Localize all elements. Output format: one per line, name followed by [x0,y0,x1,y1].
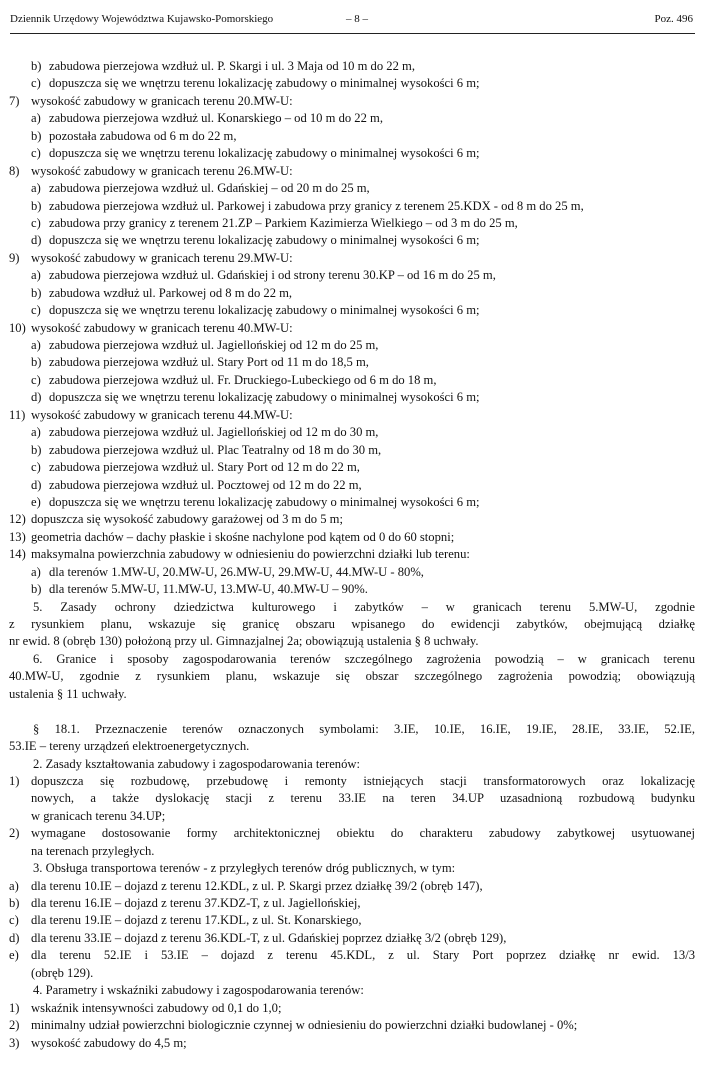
item-number: 1) [9,773,20,788]
list-subitem [9,198,695,215]
document-body [9,58,695,1052]
subitem-text: zabudowa pierzejowa wzdłuż ul. Stary Port od 12 m do 22 m, [49,460,360,475]
item-number: 12) [9,512,26,527]
subitem-text: zabudowa pierzejowa wzdłuż ul. Plac Teatralny od 18 m do 30 m, [49,442,382,457]
paragraph-text: 53.IE – tereny urządzeń elektroenergetycznych. [9,739,250,754]
item-continuation [9,965,695,982]
item-text: wysokość zabudowy w granicach terenu 44.MW-U: [31,407,293,422]
subitem-label: d) [31,233,42,248]
paragraph-text: 40.MW-U, zgodnie z rysunkiem planu, wskazuje się obszar szczególnego zagrożenia powodzią; obowiązują [9,669,695,684]
paragraph-text: 5. Zasady ochrony dziedzictwa kulturowego i zabytków – w granicach terenu 5.MW-U, zgodnie [33,599,695,614]
item-number: 7) [9,93,20,108]
item-continuation [9,790,695,807]
paragraph-text: nr ewid. 8 (obręb 130) położoną przy ul. Gimnazjalnej 2a; obowiązują ustalenia § 8 uchwały. [9,634,479,649]
subitem-label: b) [31,285,42,300]
item-text: wysokość zabudowy do 4,5 m; [31,1035,187,1050]
subitem-text: dopuszcza się we wnętrzu terenu lokalizację zabudowy o minimalnej wysokości 6 m; [49,303,480,318]
list-subitem [9,477,695,494]
item-text: wskaźnik intensywności zabudowy od 0,1 do 1,0; [31,1000,282,1015]
paragraph-text: 3. Obsługa transportowa terenów - z przyległych terenów dróg publicznych, w tym: [33,861,456,876]
paragraph-start [9,860,695,877]
list-subitem [9,232,695,249]
item-number: d) [9,930,20,945]
continuation-text: nowych, a także dyslokację stacji z terenu 33.IE na teren 34.UP uzasadnioną rozbudową budynku [31,791,695,806]
list-item [9,93,695,110]
subitem-label: b) [31,128,42,143]
subitem-text: zabudowa pierzejowa wzdłuż ul. P. Skargi i ul. 3 Maja od 10 m do 22 m, [49,59,415,73]
item-position: Poz. 496 [654,13,693,25]
item-text: wysokość zabudowy w granicach terenu 20.MW-U: [31,93,293,108]
item-text: wymagane dostosowanie formy architektonicznej obiektu do charakteru zabudowy zabytkowej usytuowanej [31,826,695,841]
item-number: 8) [9,163,20,178]
list-subitem [9,302,695,319]
subitem-label: c) [31,372,41,387]
list-subitem [9,372,695,389]
item-text: wysokość zabudowy w granicach terenu 26.MW-U: [31,163,293,178]
list-subitem [9,459,695,476]
list-subitem [9,180,695,197]
continuation-text: (obręb 129). [31,965,94,980]
item-number: 14) [9,547,26,562]
list-subitem [9,581,695,598]
subitem-text: zabudowa pierzejowa wzdłuż ul. Gdańskiej i od strony terenu 30.KP – od 16 m do 25 m, [49,268,496,283]
subitem-label: b) [31,442,42,457]
list-item [9,511,695,528]
continuation-text: na terenach przyległych. [31,843,155,858]
list-subitem [9,58,695,75]
item-number: 10) [9,320,26,335]
item-text: dla terenu 33.IE – dojazd z terenu 36.KDL-T, z ul. Gdańskiej poprzez działkę 3/2 (obręb 129), [31,930,507,945]
item-text: dopuszcza się wysokość zabudowy garażowej od 3 m do 5 m; [31,512,343,527]
subitem-label: c) [31,215,41,230]
item-continuation [9,843,695,860]
subitem-label: b) [31,198,42,213]
paragraph-line [9,686,695,703]
item-number: a) [9,878,19,893]
list-subitem [9,354,695,371]
subitem-text: dla terenów 1.MW-U, 20.MW-U, 26.MW-U, 29.MW-U, 44.MW-U - 80%, [49,564,424,579]
item-number: 2) [9,1018,20,1033]
paragraph-text: § 18.1. Przeznaczenie terenów oznaczonych symbolami: 3.IE, 10.IE, 16.IE, 19.IE, 28.IE, 33.IE, 52.IE, [33,721,695,736]
list-item [9,912,695,929]
subitem-text: dopuszcza się we wnętrzu terenu lokalizację zabudowy o minimalnej wysokości 6 m; [49,76,480,91]
paragraph-start [9,721,695,738]
subitem-text: dopuszcza się we wnętrzu terenu lokalizację zabudowy o minimalnej wysokości 6 m; [49,233,480,248]
subitem-text: zabudowa pierzejowa wzdłuż ul. Fr. Druckiego-Lubeckiego od 6 m do 18 m, [49,372,437,387]
item-number: c) [9,913,19,928]
list-item [9,529,695,546]
subitem-label: d) [31,477,42,492]
list-item [9,407,695,424]
item-text: maksymalna powierzchnia zabudowy w odniesieniu do powierzchni działki lub terenu: [31,547,470,562]
subitem-label: b) [31,355,42,370]
item-number: b) [9,896,20,910]
paragraph-line [9,738,695,755]
item-text: dopuszcza się rozbudowę, przebudowę i remonty istniejących stacji transformatorowych oraz lokalizację [31,773,695,788]
list-subitem [9,494,695,511]
list-subitem [9,337,695,354]
item-number: 3) [9,1035,20,1050]
list-item [9,878,695,895]
subitem-text: dopuszcza się we wnętrzu terenu lokalizację zabudowy o minimalnej wysokości 6 m; [49,390,480,405]
subitem-label: c) [31,460,41,475]
page-header [10,12,695,30]
subitem-label: a) [31,564,41,579]
subitem-text: zabudowa pierzejowa wzdłuż ul. Pocztowej od 12 m do 22 m, [49,477,362,492]
list-item [9,947,695,964]
page-number: – 8 – [346,13,368,25]
continuation-text: w granicach terenu 34.UP; [31,808,166,823]
list-item [9,546,695,563]
list-subitem [9,110,695,127]
subitem-label: b) [31,59,42,73]
subitem-text: zabudowa wzdłuż ul. Parkowej od 8 m do 22 m, [49,285,293,300]
item-text: minimalny udział powierzchni biologicznie czynnej w odniesieniu do powierzchni działki budowlanej - 0%; [31,1018,578,1033]
list-item [9,1017,695,1034]
paragraph-line [9,633,695,650]
paragraph-gap [9,703,695,720]
journal-title: Dziennik Urzędowy Województwa Kujawsko-Pomorskiego [10,13,274,25]
list-item [9,250,695,267]
subitem-label: c) [31,303,41,318]
paragraph-text: 6. Granice i sposoby zagospodarowania terenów szczególnego zagrożenia powodzią – w granicach terenu [33,651,695,666]
list-subitem [9,442,695,459]
subitem-label: c) [31,146,41,161]
item-number: e) [9,948,19,963]
subitem-label: a) [31,268,41,283]
item-text: dla terenu 19.IE – dojazd z terenu 17.KDL, z ul. St. Konarskiego, [31,913,362,928]
list-item [9,320,695,337]
list-subitem [9,564,695,581]
list-item [9,1035,695,1052]
subitem-label: a) [31,181,41,196]
subitem-text: zabudowa pierzejowa wzdłuż ul. Gdańskiej – od 20 m do 25 m, [49,181,370,196]
item-text: dla terenu 10.IE – dojazd z terenu 12.KDL, z ul. P. Skargi przez działkę 39/2 (obręb 147), [31,878,483,893]
subitem-text: zabudowa pierzejowa wzdłuż ul. Jagiellońskiej od 12 m do 25 m, [49,338,379,352]
subitem-text: pozostała zabudowa od 6 m do 22 m, [49,128,237,143]
subitem-text: zabudowa przy granicy z terenem 21.ZP – Parkiem Kazimierza Wielkiego – od 3 m do 25 m, [49,215,518,230]
list-subitem [9,389,695,406]
list-item [9,895,695,912]
header-rule [10,33,695,34]
list-item [9,930,695,947]
list-subitem [9,75,695,92]
paragraph-start [9,651,695,668]
subitem-text: dopuszcza się we wnętrzu terenu lokalizację zabudowy o minimalnej wysokości 6 m; [49,494,480,509]
item-number: 13) [9,529,26,544]
paragraph-text: 2. Zasady kształtowania zabudowy i zagospodarowania terenów: [33,756,360,771]
list-item [9,163,695,180]
paragraph-text: ustalenia § 11 uchwały. [9,686,127,701]
list-subitem [9,215,695,232]
item-number: 2) [9,826,20,841]
subitem-label: a) [31,338,41,352]
subitem-label: b) [31,582,42,597]
item-continuation [9,808,695,825]
paragraph-text: z rysunkiem planu, wskazuje się granicę obszaru wpisanego do ewidencji zabytków, obejmującą działkę [9,617,695,631]
paragraph-line [9,668,695,685]
item-text: dla terenu 52.IE i 53.IE – dojazd z terenu 45.KDL, z ul. Stary Port poprzez działkę nr ewid. 13/3 [31,948,695,963]
subitem-label: a) [31,111,41,126]
subitem-label: d) [31,390,42,405]
subitem-label: c) [31,76,41,91]
item-number: 11) [9,407,26,422]
item-text: dla terenu 16.IE – dojazd z terenu 37.KDZ-T, z ul. Jagiellońskiej, [31,896,361,910]
list-subitem [9,145,695,162]
list-subitem [9,128,695,145]
list-item [9,773,695,790]
subitem-text: zabudowa pierzejowa wzdłuż ul. Konarskiego – od 10 m do 22 m, [49,111,383,126]
subitem-label: e) [31,494,41,509]
paragraph-start [9,599,695,616]
item-text: wysokość zabudowy w granicach terenu 29.MW-U: [31,250,293,265]
list-subitem [9,267,695,284]
paragraph-text: 4. Parametry i wskaźniki zabudowy i zagospodarowania terenów: [33,983,364,998]
item-text: geometria dachów – dachy płaskie i skośne nachylone pod kątem od 0 do 60 stopni; [31,529,455,544]
item-number: 1) [9,1000,20,1015]
list-subitem [9,285,695,302]
item-number: 9) [9,250,20,265]
list-item [9,1000,695,1017]
list-item [9,825,695,842]
paragraph-start [9,982,695,999]
subitem-label: a) [31,425,41,440]
subitem-text: zabudowa pierzejowa wzdłuż ul. Stary Port od 11 m do 18,5 m, [49,355,369,370]
subitem-text: dopuszcza się we wnętrzu terenu lokalizację zabudowy o minimalnej wysokości 6 m; [49,146,480,161]
item-text: wysokość zabudowy w granicach terenu 40.MW-U: [31,320,293,335]
subitem-text: dla terenów 5.MW-U, 11.MW-U, 13.MW-U, 40.MW-U – 90%. [49,582,368,597]
paragraph-start [9,756,695,773]
paragraph-line [9,616,695,633]
subitem-text: zabudowa pierzejowa wzdłuż ul. Parkowej i zabudowa przy granicy z terenem 25.KDX - od 8 m do 25 m, [49,198,584,213]
list-subitem [9,424,695,441]
subitem-text: zabudowa pierzejowa wzdłuż ul. Jagiellońskiej od 12 m do 30 m, [49,425,379,440]
